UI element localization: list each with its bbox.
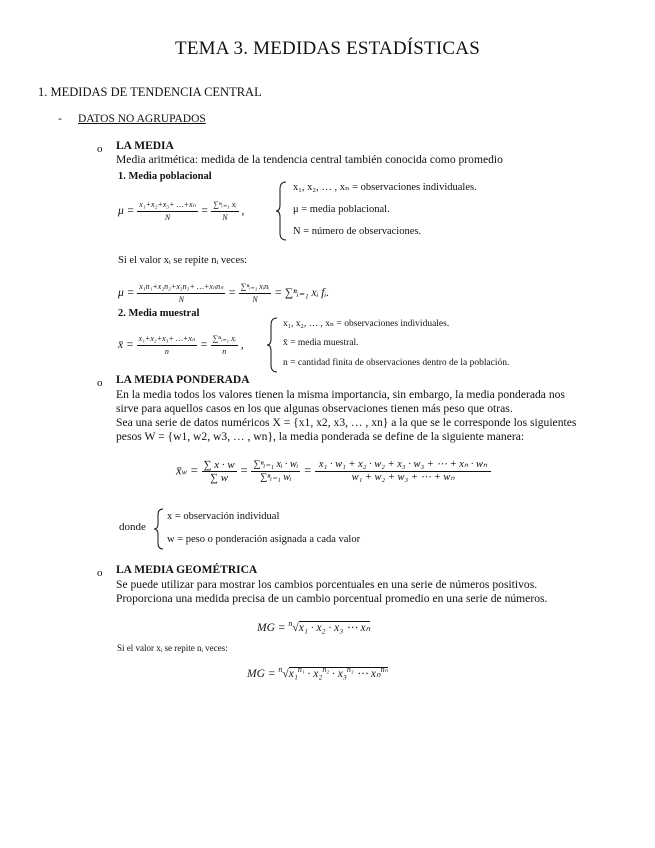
list-dash: - — [58, 113, 62, 125]
pob-item-2: μ = media poblacional. — [293, 204, 390, 215]
mues-item-3: n = cantidad finita de observaciones dentro de la población. — [283, 358, 510, 368]
media-intro: Media aritmética: medida de la tendencia central también conocida como promedio — [116, 153, 503, 166]
mues-item-2: x̄ = media muestral. — [283, 338, 359, 348]
geometrica-repeat-text: Si el valor xᵢ se repite nᵢ veces: — [117, 643, 228, 653]
ponderada-p2: sirve para aquellos casos en los que algunas observaciones tienen más peso que otras. — [116, 402, 513, 415]
geometrica-p1: Se puede utilizar para mostrar los cambios porcentuales en una serie de números positivos. — [116, 578, 538, 591]
formula-media-muestral: x̄ = $\frac{\text{x₁+x₂+x₃+ …+xₙ}}{n}$ = $\frac{\text{∑ⁿᵢ₌₁ xᵢ}}{n}$ , — [118, 334, 244, 356]
bullet-marker: o — [97, 377, 103, 389]
media-heading: LA MEDIA — [116, 140, 174, 152]
brace-muestral — [266, 317, 280, 373]
brace-ponderada — [153, 508, 165, 550]
ponderada-heading: LA MEDIA PONDERADA — [116, 374, 250, 386]
subsection-heading: DATOS NO AGRUPADOS — [78, 113, 206, 125]
bullet-marker: o — [97, 567, 103, 579]
media-muestral-title: 2. Media muestral — [118, 308, 200, 319]
mues-item-1: x₁, x₂, … , xₙ = observaciones individuales. — [283, 319, 450, 329]
geometrica-p2: Proporciona una medida precisa de un cambio porcentual promedio en una serie de números. — [116, 592, 548, 605]
ponderada-item-1: x = observación individual — [167, 511, 280, 522]
formula-media-repetida: μ = $\frac{\text{x₁n₁+x₂n₂+x₃n₃+ …+xₙnₙ}}{N}$ = $\frac{\text{∑ⁿᵢ₌₁ xᵢnᵢ}}{N}$ = ∑ⁿᵢ₌₁ xᵢ fᵢ. — [118, 282, 330, 304]
ponderada-p4: pesos W = {w1, w2, w3, … , wn}, la media ponderada se define de la siguiente manera: — [116, 430, 525, 443]
geometrica-heading: LA MEDIA GEOMÉTRICA — [116, 564, 258, 576]
repeat-text: Si el valor xᵢ se repite nᵢ veces: — [118, 255, 248, 266]
media-poblacional-title: 1. Media poblacional — [118, 171, 212, 182]
pob-item-1: x₁, x₂, … , xₙ = observaciones individuales. — [293, 182, 477, 193]
donde-label: donde — [119, 521, 146, 533]
ponderada-item-2: w = peso o ponderación asignada a cada valor — [167, 534, 361, 545]
formula-media-poblacional: μ = $\frac{\text{x₁+x₂+x₃+ …+xₙ}}{N}$ = $\frac{\text{∑ⁿᵢ₌₁ xᵢ}}{N}$ , — [118, 200, 245, 222]
formula-media-ponderada: x̄w = $\frac{\sum x \cdot w}{\sum w}$ = $\frac{\text{∑ⁿᵢ₌₁ xᵢ · wᵢ}}{\text{∑ⁿᵢ₌₁ wᵢ}}$ = $\frac{\text{x₁ · w₁ + x₂ · w₂ + x₃ · w₃ + ⋯ + xₙ · wₙ}}{\text{w₁ + w₂ + w₃ + ⋯ + wₙ}}$ — [176, 459, 491, 484]
formula-media-geometrica-repetida: MG = $^n$√x₁$^{n_1}$ · x₂$^{n_2}$ · x₃$^{n_3}$ ⋯ xₙ$^{n_n}$ — [247, 665, 388, 680]
brace-poblacional — [275, 181, 289, 241]
section-heading: 1. MEDIDAS DE TENDENCIA CENTRAL — [38, 85, 262, 99]
page-title: TEMA 3. MEDIDAS ESTADÍSTICAS — [175, 38, 480, 59]
ponderada-p1: En la media todos los valores tienen la misma importancia, sin embargo, la media ponderada nos — [116, 388, 565, 401]
bullet-marker: o — [97, 143, 103, 155]
formula-media-geometrica: MG = $^n$√x₁ · x₂ · x₃ ⋯ xₙ — [257, 619, 371, 634]
pob-item-3: N = número de observaciones. — [293, 226, 422, 237]
ponderada-p3: Sea una serie de datos numéricos X = {x1, x2, x3, … , xn} a la que se le corresponde los siguientes — [116, 416, 577, 429]
